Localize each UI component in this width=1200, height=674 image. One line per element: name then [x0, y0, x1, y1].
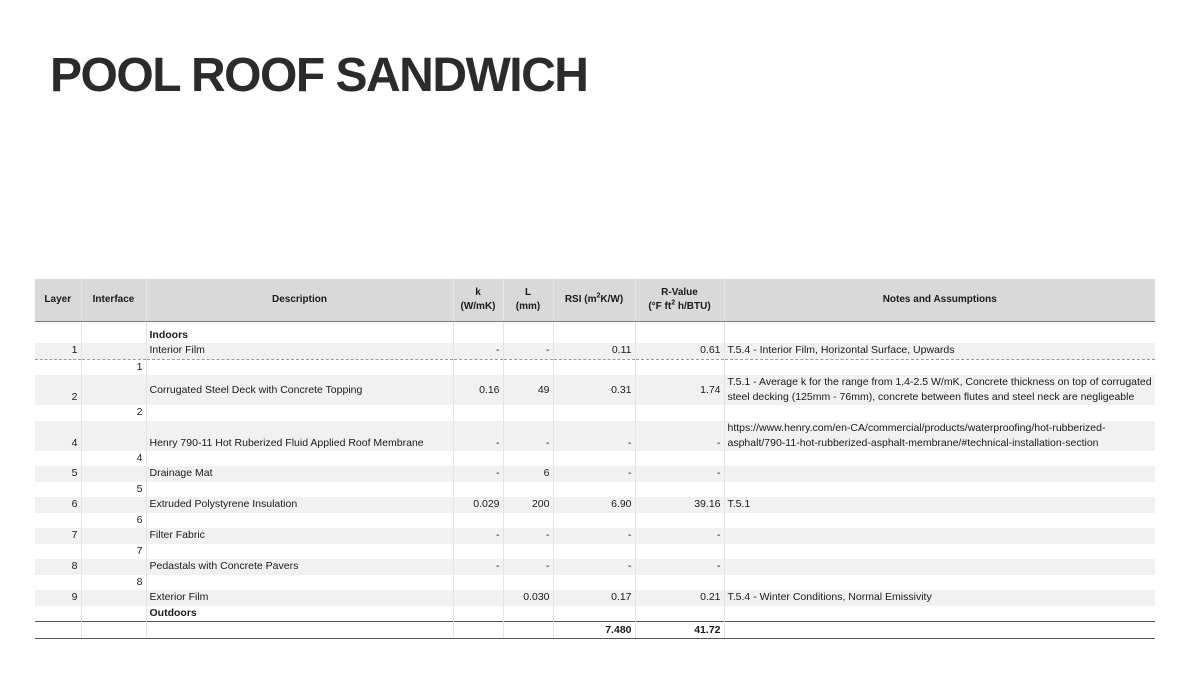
header-l: L (mm): [503, 279, 553, 322]
table-row: 4: [35, 451, 1155, 467]
header-rsi: RSI $(m^2K/W)$: [553, 279, 635, 322]
table-row: 2: [35, 405, 1155, 421]
roof-layers-table: [35, 279, 1155, 639]
page-title: POOL ROOF SANDWICH: [50, 49, 588, 102]
table-row: 1 Interior Film - - 0.11 0.61 T.5.4 - Interior Film, Horizontal Surface, Upwards: [35, 343, 1155, 359]
table-row: 7 Filter Fabric - - - -: [35, 528, 1155, 544]
total-rsi: 7.480: [553, 622, 635, 639]
table-row: 2 Corrugated Steel Deck with Concrete Topping 0.16 49 0.31 1.74 T.5.1 - Average k for the range from 1.4-2.5 W/mK, Concrete thickness on top of corrugated steel decking (125mm - 76mm), concrete between flutes and steel neck are negligeable: [35, 375, 1155, 405]
table-row: [35, 328, 1155, 344]
total-rvalue: 41.72: [635, 622, 724, 639]
table-row: 7: [35, 544, 1155, 560]
table-row: 8: [35, 575, 1155, 591]
table-row: 4 Henry 790-11 Hot Ruberized Fluid Applied Roof Membrane - - - - https://www.henry.com/en-CA/commercial/products/waterproofing/hot-rubberized- asphalt/790-11-hot-rubberized-asphalt-membrane/#technical-installation-section: [35, 421, 1155, 451]
table-row: 6: [35, 513, 1155, 529]
table-row: 8 Pedastals with Concrete Pavers - - - -: [35, 559, 1155, 575]
header-layer: Layer: [35, 279, 81, 322]
header-notes: Notes and Assumptions: [724, 279, 1155, 322]
outdoors-label: Outdoors: [146, 606, 453, 622]
table-row: 6 Extruded Polystyrene Insulation 0.029 200 6.90 39.16 T.5.1: [35, 497, 1155, 513]
header-rvalue: R-Value (°F $ft^2$ h/BTU): [635, 279, 724, 322]
header-description: Description: [146, 279, 453, 322]
table-header-row: [35, 279, 1155, 322]
table-row: [35, 606, 1155, 622]
header-interface: Interface: [81, 279, 146, 322]
totals-row: [35, 622, 1155, 639]
table-row: 9 Exterior Film 0.030 0.17 0.21 T.5.4 - Winter Conditions, Normal Emissivity: [35, 590, 1155, 606]
table-row: 5: [35, 482, 1155, 498]
table-row: 5 Drainage Mat - 6 - -: [35, 466, 1155, 482]
header-k: k (W/mK): [453, 279, 503, 322]
indoors-label: Indoors: [146, 328, 453, 344]
table-row: 1: [35, 359, 1155, 375]
